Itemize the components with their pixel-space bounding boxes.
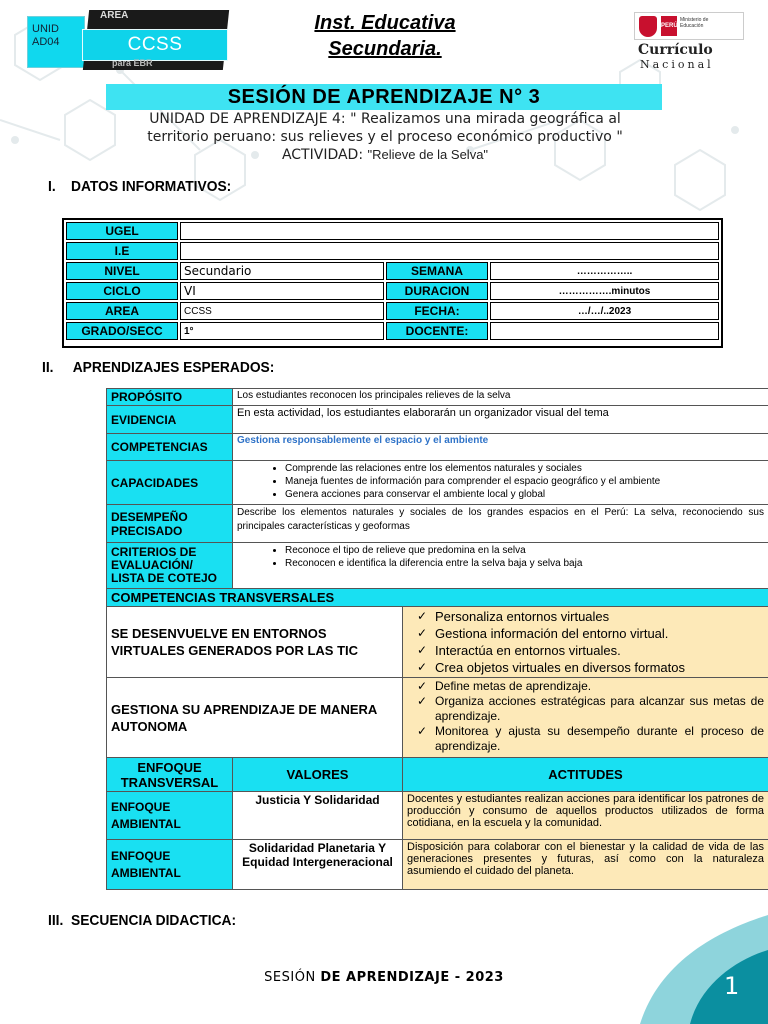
nivel-label: NIVEL (66, 262, 178, 280)
desempeno-label: DESEMPEÑO PRECISADO (107, 505, 233, 543)
section-heading-datos (48, 178, 231, 195)
proposito-label: PROPÓSITO (107, 389, 233, 406)
logo-ministry-label: Ministerio de Educación (680, 17, 709, 29)
logo-curriculo-text: Currículo (638, 42, 713, 58)
area-value[interactable]: CCSS (180, 302, 384, 320)
section-number: III. (48, 912, 64, 929)
activity-label: ACTIVIDAD: (281, 147, 364, 163)
unit-title: UNIDAD DE APRENDIZAJE 4: " Realizamos una mirada geográfica al territorio peruano: sus relieves y el proceso económico productivo " (147, 111, 623, 145)
ebr-label: para EBR (112, 58, 153, 68)
tic-competencia-label: SE DESENVUELVE EN ENTORNOS VIRTUALES GENERADOS POR LAS TIC (107, 607, 403, 678)
institution-title (250, 10, 520, 62)
criterio-item: • Reconoce el tipo de relieve que predomina en la selva (285, 544, 764, 557)
enfoque-ambiental-label: ENFOQUE AMBIENTAL (107, 792, 233, 840)
competencias-label: COMPETENCIAS (107, 434, 233, 461)
grado-value[interactable]: 1° (180, 322, 384, 340)
logo-nacional-text: Nacional (640, 58, 714, 71)
autonoma-competencia-label: GESTIONA SU APRENDIZAJE DE MANERA AUTONOMA (107, 678, 403, 758)
capacidades-list (233, 461, 768, 505)
tic-item: ✓ Interactúa en entornos virtuales. (435, 642, 764, 659)
footer-bold: DE APRENDIZAJE - 2023 (320, 970, 504, 985)
section-number: II. (42, 359, 54, 376)
evidencia-label: EVIDENCIA (107, 406, 233, 434)
tic-item: ✓ Crea objetos virtuales en diversos formatos (435, 659, 764, 676)
section-title: DATOS INFORMATIVOS: (71, 178, 232, 195)
curriculo-nacional-logo (634, 12, 744, 72)
datos-informativos-table (62, 218, 723, 348)
grado-label: GRADO/SECC (66, 322, 178, 340)
ciclo-label: CICLO (66, 282, 178, 300)
section-heading-secuencia (48, 912, 236, 929)
tic-item: ✓ Personaliza entornos virtuales (435, 608, 764, 625)
enfoque-ambiental-label: ENFOQUE AMBIENTAL (107, 840, 233, 890)
session-title: SESIÓN DE APRENDIZAJE N° 3 (227, 86, 541, 108)
page-number: 1 (724, 972, 740, 1000)
logo-peru-label: PERÚ (661, 16, 677, 36)
ugel-value[interactable] (180, 222, 719, 240)
actitud-cell: Docentes y estudiantes realizan acciones para identificar los patrones de producción y consumo de aquellos productos utilizados de forma cotidiana, en la escuela y la comunidad. (403, 792, 768, 840)
fecha-label: FECHA: (386, 302, 488, 320)
valores-header: VALORES (233, 758, 403, 792)
proposito-value: Los estudiantes reconocen los principales relieves de la selva (233, 389, 768, 406)
page-footer (0, 970, 768, 985)
area-label: AREA (66, 302, 178, 320)
duracion-value[interactable]: …………….minutos (490, 282, 719, 300)
criterios-list (233, 543, 768, 589)
unit-badge (27, 16, 85, 68)
evidencia-value: En esta actividad, los estudiantes elaborarán un organizador visual del tema (233, 406, 768, 434)
unit-badge-text: UNID AD04 (32, 23, 60, 48)
autonoma-items (403, 678, 768, 758)
actitudes-header: ACTITUDES (403, 758, 768, 792)
tic-items (403, 607, 768, 678)
transversales-header: COMPETENCIAS TRANSVERSALES (107, 589, 768, 607)
shield-icon (639, 16, 657, 37)
ie-label: I.E (66, 242, 178, 260)
section-title: SECUENCIA DIDACTICA: (71, 912, 237, 929)
activity-value: "Relieve de la Selva" (367, 147, 489, 162)
institution-line-2: Secundaria. (328, 38, 442, 60)
capacidad-item: • Genera acciones para conservar el ambiente local y global (285, 488, 764, 501)
docente-label: DOCENTE: (386, 322, 488, 340)
autonoma-item: ✓ Organiza acciones estratégicas para alcanzar sus metas de aprendizaje. (435, 694, 764, 724)
capacidad-item: • Comprende las relaciones entre los elementos naturales y sociales (285, 462, 764, 475)
valor-cell: Solidaridad Planetaria Y Equidad Intergeneracional (233, 840, 403, 890)
semana-value[interactable]: …………….. (490, 262, 719, 280)
actitud-cell: Disposición para colaborar con el bienestar y la calidad de vida de las generaciones presentes y futuras, así como con la naturaleza asumiendo el cuidado del planeta. (403, 840, 768, 890)
duracion-label: DURACION (386, 282, 488, 300)
ugel-label: UGEL (66, 222, 178, 240)
semana-label: SEMANA (386, 262, 488, 280)
desempeno-value: Describe los elementos naturales y sociales de los grandes espacios en el Perú: La selva, reconociendo sus principales características y geoformas (233, 505, 768, 543)
ie-value[interactable] (180, 242, 719, 260)
capacidades-label: CAPACIDADES (107, 461, 233, 505)
nivel-value[interactable]: Secundario (180, 262, 384, 280)
docente-value[interactable] (490, 322, 719, 340)
criterios-label: CRITERIOS DE EVALUACIÓN/ LISTA DE COTEJO (107, 543, 233, 589)
activity-line (120, 146, 650, 164)
competencias-value: Gestiona responsablemente el espacio y el ambiente (233, 434, 768, 461)
logo-banner (634, 12, 744, 40)
footer-prefix: SESIÓN (264, 970, 321, 985)
capacidad-item: • Maneja fuentes de información para comprender el espacio geográfico y el ambiente (285, 475, 764, 488)
tic-item: ✓ Gestiona información del entorno virtual. (435, 625, 764, 642)
area-value-box: CCSS (82, 29, 228, 61)
fecha-value[interactable]: …/…/..2023 (490, 302, 719, 320)
section-title: APRENDIZAJES ESPERADOS: (72, 359, 275, 376)
unit-description (120, 110, 650, 164)
enfoque-header: ENFOQUE TRANSVERSAL (107, 758, 233, 792)
section-number: I. (48, 178, 56, 195)
autonoma-item: ✓ Monitorea y ajusta su desempeño durante el proceso de aprendizaje. (435, 724, 764, 754)
institution-line-1: Inst. Educativa (314, 12, 456, 34)
valor-cell: Justicia Y Solidaridad (233, 792, 403, 840)
ciclo-value[interactable]: VI (180, 282, 384, 300)
autonoma-item: ✓ Define metas de aprendizaje. (435, 679, 764, 694)
section-heading-aprendizajes (42, 359, 274, 376)
aprendizajes-table (106, 388, 768, 890)
area-label: AREA (100, 10, 129, 21)
criterio-item: • Reconocen e identifica la diferencia entre la selva baja y selva baja (285, 557, 764, 570)
